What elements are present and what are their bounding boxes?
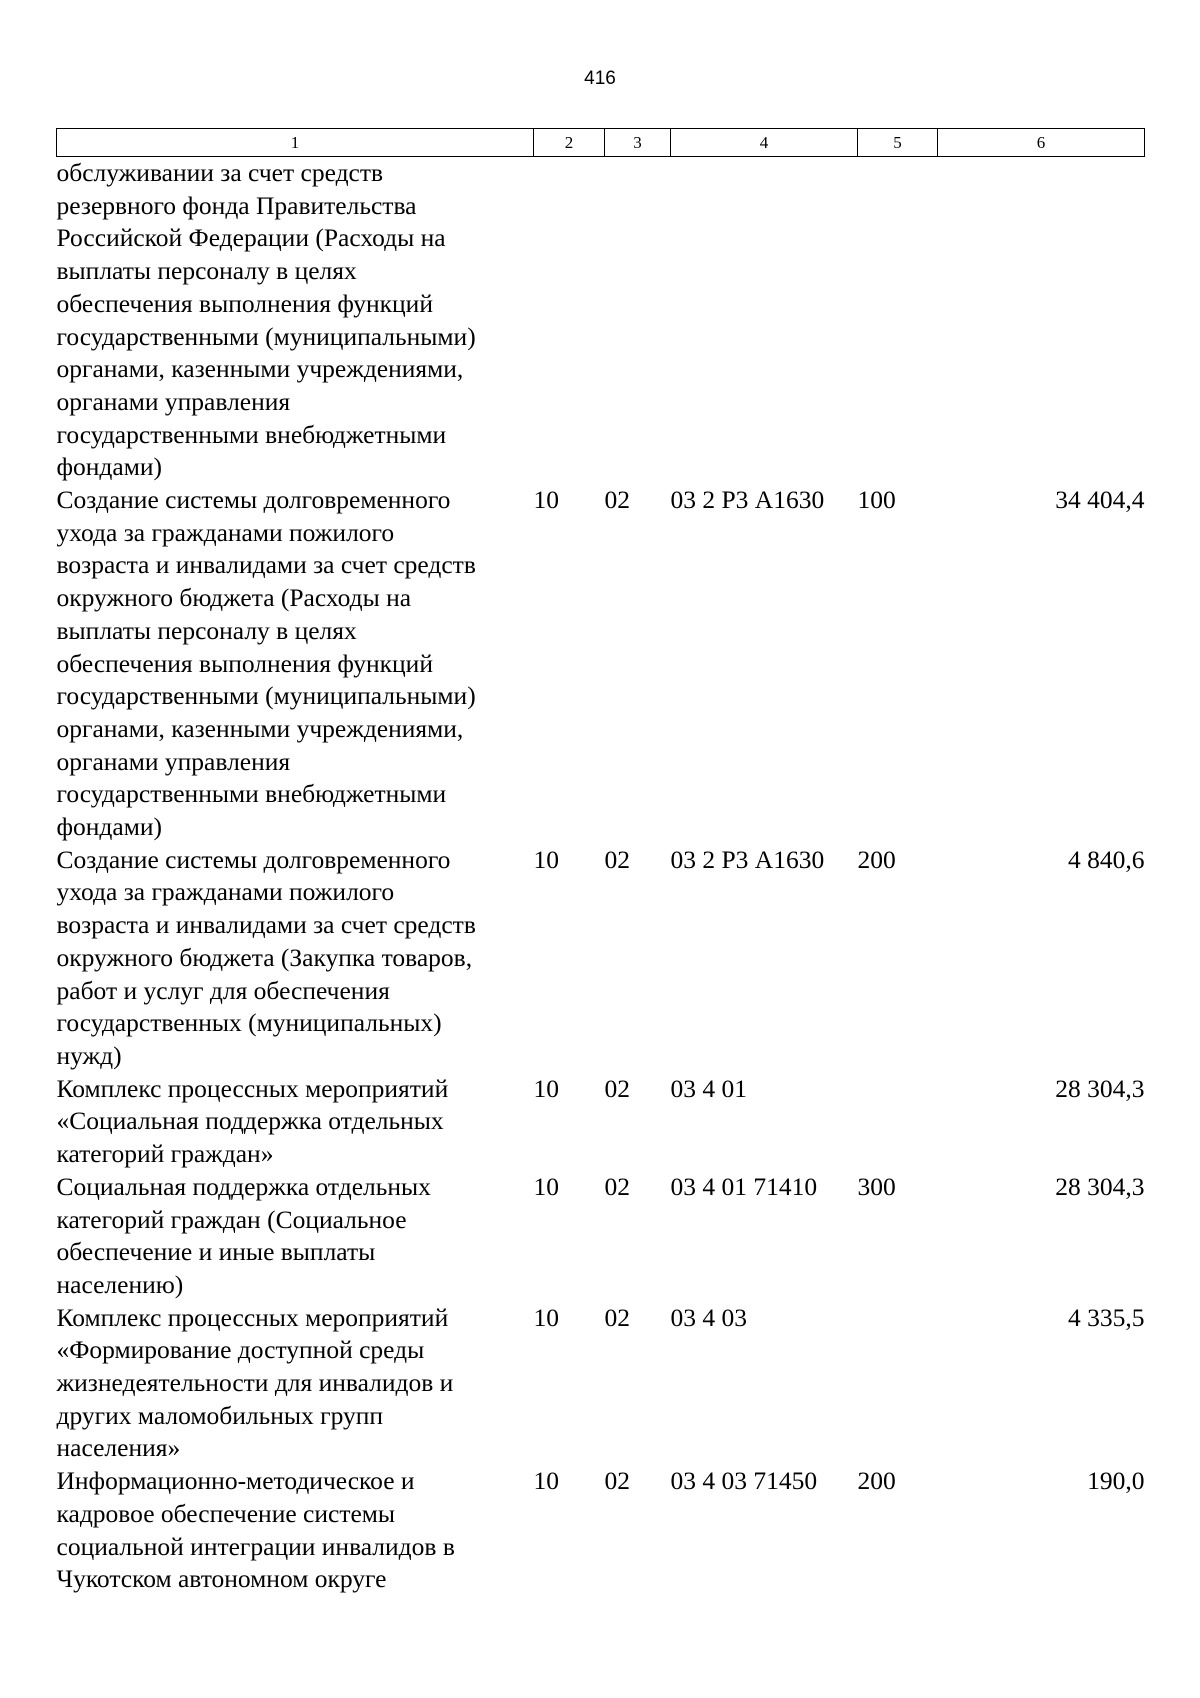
row-section-code: 10 [533,1073,559,1103]
column-header-3: 3 [605,129,671,157]
column-header-5: 5 [858,129,938,157]
row-name: Создание системы долговременного ухода за гражданами пожилого возраста и инвалидами за счет средств окружного бюджета (Закупка товаров, работ и услуг для обеспечения государственных (муниципальных) нужд) [56,844,476,1070]
row-expense-type-code [858,157,938,485]
page-number: 416 [584,68,616,89]
row-name: Комплекс процессных мероприятий «Формирование доступной среды жизнедеятельности для инвалидов и других маломобильных групп населения» [56,1302,454,1463]
row-subsection-code: 02 [604,1171,630,1201]
row-section-code: 10 [533,1302,559,1332]
row-section-code [534,157,605,485]
table-row [57,157,1145,485]
row-amount [938,157,1145,485]
row-name: Социальная поддержка отдельных категорий граждан (Социальное обеспечение и иные выплаты населению) [56,1171,431,1299]
row-subsection-code [605,157,671,485]
row-amount: 28 304,3 [1055,1073,1145,1103]
row-expense-type-code [858,1302,938,1466]
table-row [57,1171,1145,1302]
row-target-code: 03 4 01 [670,1073,747,1103]
column-header-2: 2 [534,129,605,157]
row-amount: 28 304,3 [1055,1171,1145,1201]
column-number-header-row [57,129,1145,157]
row-expense-type-code [858,1073,938,1171]
row-subsection-code: 02 [604,1073,630,1103]
column-header-1: 1 [57,129,534,157]
row-section-code: 10 [533,485,559,515]
row-section-code: 10 [533,1466,559,1496]
row-target-code [671,157,858,485]
row-section-code: 10 [533,1171,559,1201]
row-expense-type-code: 200 [857,844,896,874]
row-target-code: 03 2 Р3 А1630 [670,485,825,515]
row-subsection-code: 02 [604,1466,630,1496]
row-subsection-code: 02 [604,1302,630,1332]
row-name: Создание системы долговременного ухода за гражданами пожилого возраста и инвалидами за счет средств окружного бюджета (Расходы на выплаты персоналу в целях обеспечения выполнения функций государственными (муниципальными) органами, казенными учреждениями, органами управления государственными внебюджетными фондами) [56,485,476,842]
table-row [57,844,1145,1073]
column-header-4: 4 [671,129,858,157]
row-target-code: 03 4 01 71410 [670,1171,818,1201]
table-row [57,484,1145,844]
row-amount: 34 404,4 [1055,485,1145,515]
table-row [57,1465,1145,1596]
row-target-code: 03 2 Р3 А1630 [670,844,825,874]
row-name: обслуживании за счет средств резервного фонда Правительства Российской Федерации (Расходы на выплаты персоналу в целях обеспечения выполнения функций государственными (муниципальными) органами, казенными учреждениями, органами управления государственными внебюджетными фондами) [56,158,476,482]
row-amount: 4 840,6 [1068,844,1145,874]
column-header-6: 6 [938,129,1145,157]
table-row [57,1073,1145,1171]
row-subsection-code: 02 [604,485,630,515]
row-subsection-code: 02 [604,844,630,874]
row-name: Комплекс процессных мероприятий «Социальная поддержка отдельных категорий граждан» [56,1073,449,1169]
row-amount: 190,0 [1087,1466,1145,1496]
row-target-code: 03 4 03 [670,1302,747,1332]
row-name: Информационно-методическое и кадровое обеспечение системы социальной интеграции инвалидов в Чукотском автономном округе [56,1466,455,1594]
table-row [57,1302,1145,1466]
row-amount: 4 335,5 [1068,1302,1145,1332]
row-expense-type-code: 100 [857,485,896,515]
row-expense-type-code: 200 [857,1466,896,1496]
row-expense-type-code: 300 [857,1171,896,1201]
row-section-code: 10 [533,844,559,874]
row-target-code: 03 4 03 71450 [670,1466,818,1496]
budget-table [56,128,1145,1596]
